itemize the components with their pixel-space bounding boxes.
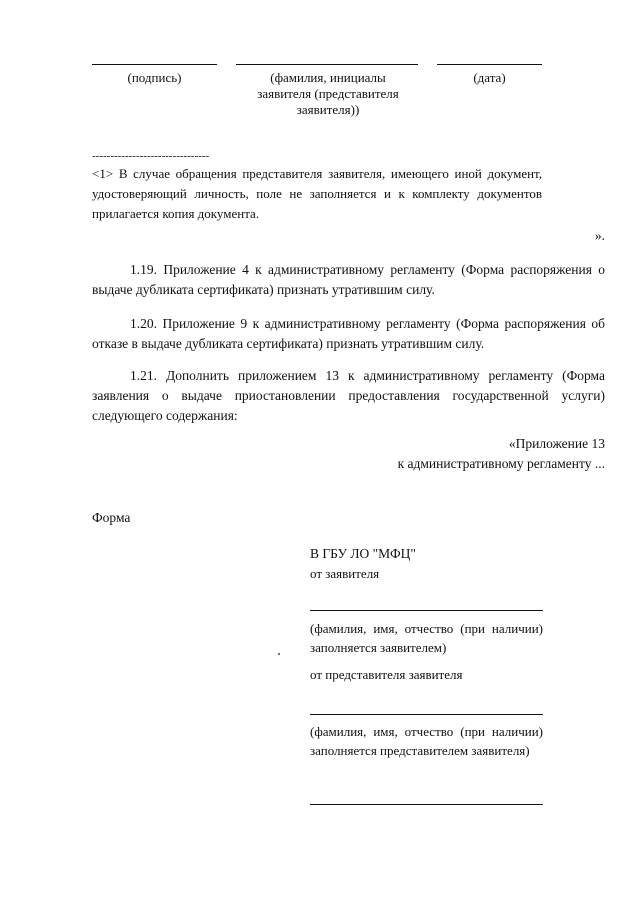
representative-hint: (фамилия, имя, отчество (при наличии) заполняется представителем заявителя) <box>310 724 543 758</box>
form-label: Форма <box>92 510 131 525</box>
signature-line <box>92 64 217 65</box>
item-1-20: 1.20. Приложение 9 к административному регламенту (Форма распоряжения об отказе в выдаче дубликата сертификата) признать утратившим силу. <box>92 316 605 351</box>
item-1-19: 1.19. Приложение 4 к административному регламенту (Форма распоряжения о выдаче дубликата сертификата) признать утратившим силу. <box>92 262 605 297</box>
applicant-hint: (фамилия, имя, отчество (при наличии) заполняется заявителем) <box>310 621 543 655</box>
addressee-to: В ГБУ ЛО "МФЦ" <box>310 546 416 561</box>
representative-name-line[interactable] <box>310 714 543 715</box>
appendix-line-1: «Приложение 13 <box>508 436 605 451</box>
footnote-text: <1> В случае обращения представителя заявителя, имеющего иной документ, удостоверяющий личность, поле не заполняется и к комплекту документов прилагается копия документа. <box>92 166 542 221</box>
signature-caption: (подпись) <box>127 70 182 85</box>
applicant-name-line[interactable] <box>310 610 543 611</box>
item-1-21: 1.21. Дополнить приложением 13 к административному регламенту (Форма заявления о выдаче приостановлении предоставления государственной услуги) следующего содержания: <box>92 368 605 423</box>
scan-speck <box>278 653 280 655</box>
addressee-from-representative: от представителя заявителя <box>310 667 463 682</box>
footnote-separator: -------------------------------- <box>92 150 210 162</box>
closing-quote: ». <box>594 228 605 243</box>
date-caption: (дата) <box>473 70 506 85</box>
name-line <box>236 64 418 65</box>
appendix-line-2: к административному регламенту ... <box>397 456 605 471</box>
date-line <box>437 64 542 65</box>
extra-line[interactable] <box>310 804 543 805</box>
addressee-from-applicant: от заявителя <box>310 566 380 581</box>
name-initials-caption: (фамилия, инициалы заявителя (представителя заявителя)) <box>257 70 399 117</box>
